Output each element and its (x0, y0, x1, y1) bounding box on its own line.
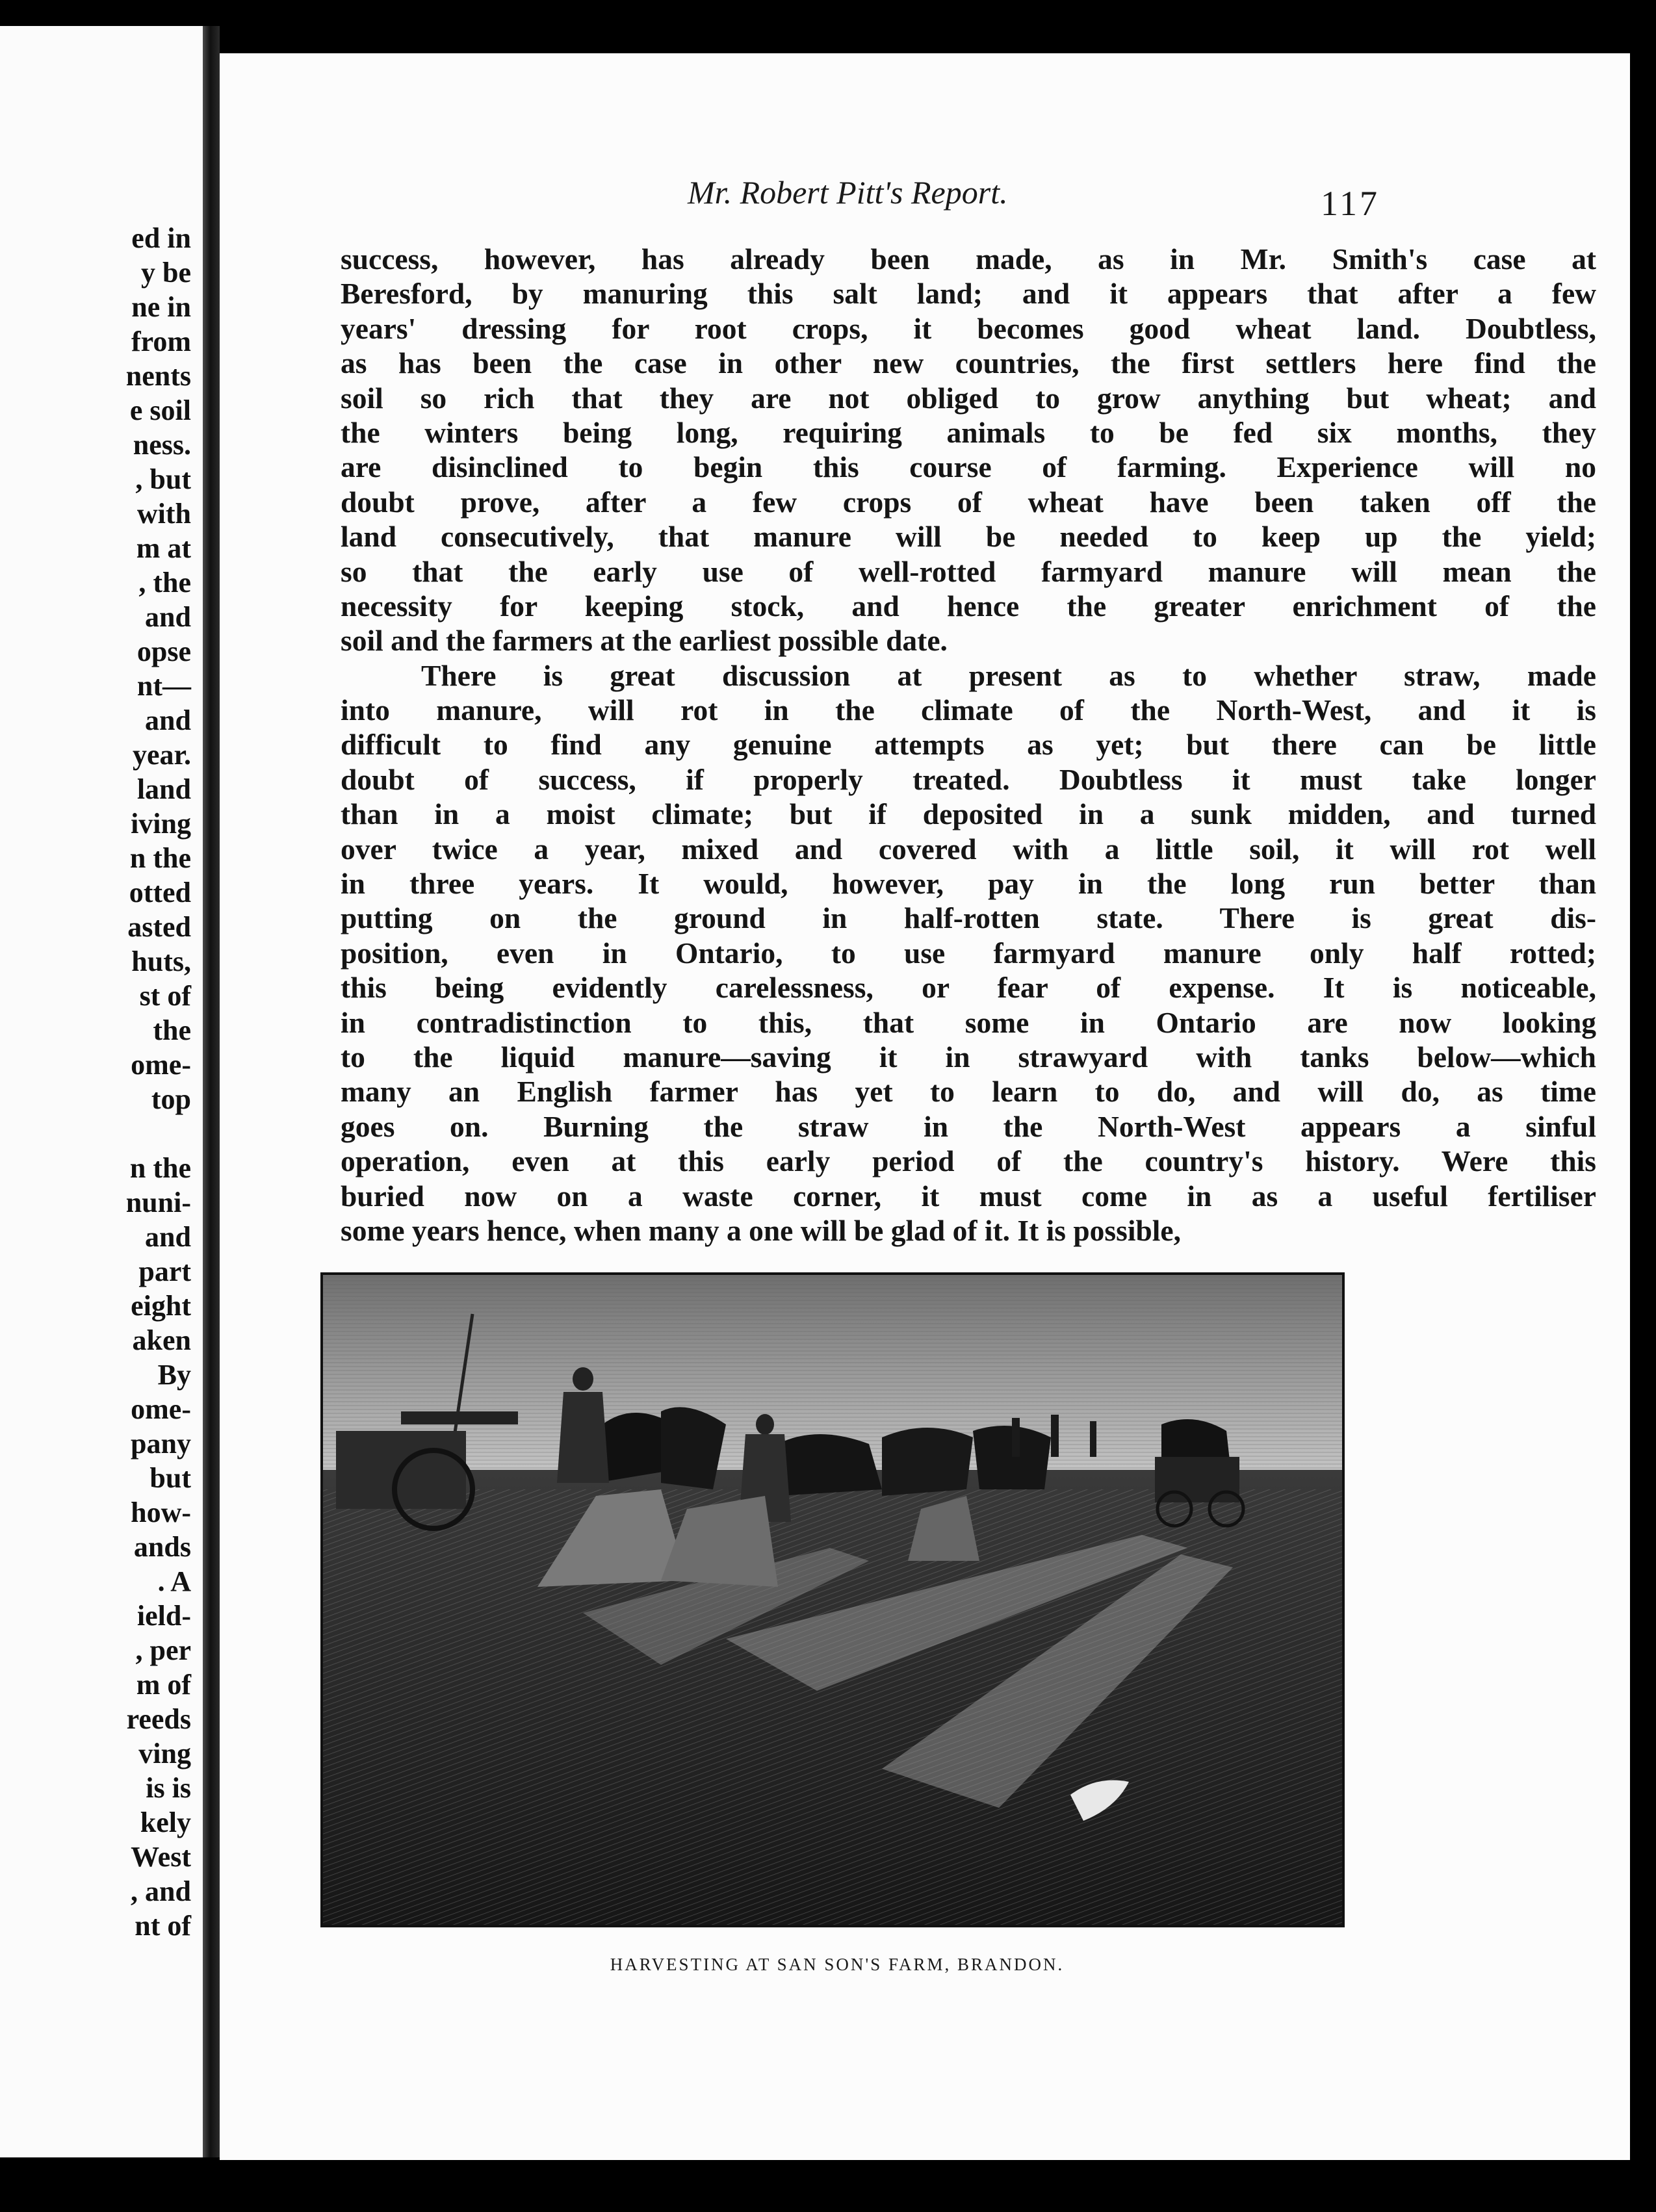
facing-page-line: , but (135, 463, 191, 495)
facing-page-line: but (149, 1462, 191, 1494)
facing-page-line: huts, (131, 945, 191, 977)
facing-page-line: m of (136, 1669, 191, 1701)
facing-page-line: reeds (126, 1703, 191, 1735)
facing-page-line: part (138, 1255, 191, 1287)
facing-page-line: ome- (131, 1393, 191, 1425)
text-line: necessity for keeping stock, and hence the greater enrichment of the (341, 589, 1596, 623)
text-line: this being evidently carelessness, or fear of expense. It is noticeable, (341, 971, 1596, 1005)
text-line: soil and the farmers at the earliest possible date. (341, 624, 948, 658)
text-line: are disinclined to begin this course of farming. Experience will no (341, 450, 1596, 484)
facing-page-line: ne in (131, 291, 191, 323)
facing-page-line: West (131, 1841, 191, 1873)
book-gutter (203, 26, 220, 2157)
text-line: so that the early use of well-rotted farmyard manure will mean the (341, 554, 1596, 588)
facing-page-line: By (157, 1359, 191, 1391)
facing-page-line: opse (136, 636, 191, 667)
text-line: buried now on a waste corner, it must come in as a useful fertiliser (341, 1179, 1596, 1213)
facing-page-fragment (0, 26, 203, 2157)
book-page (220, 53, 1630, 2160)
facing-page-text (0, 221, 191, 1943)
facing-page-line: ands (133, 1531, 191, 1563)
facing-page-line: pany (131, 1428, 191, 1460)
facing-page-line: , per (135, 1634, 191, 1666)
facing-page-line: asted (127, 911, 191, 943)
page-number: 117 (1321, 184, 1380, 223)
facing-page-line: . A (157, 1565, 191, 1597)
facing-page-line: ield- (136, 1600, 191, 1632)
facing-page-line: and (145, 601, 191, 633)
facing-page-line: with (136, 498, 191, 530)
facing-page-line: st of (139, 980, 191, 1012)
facing-page-line: is is (146, 1772, 191, 1804)
facing-page-line: the (153, 1014, 191, 1046)
facing-page-line: ome- (131, 1049, 191, 1081)
text-line: soil so rich that they are not obliged to grow anything but wheat; and (341, 381, 1596, 415)
running-title: Mr. Robert Pitt's Report. (688, 174, 1008, 211)
facing-page-line: e soil (129, 394, 191, 426)
facing-page-line: otted (129, 877, 191, 908)
text-line: doubt prove, after a few crops of wheat have been taken off the (341, 485, 1596, 519)
facing-page-line: ed in (131, 222, 191, 254)
text-line: doubt of success, if properly treated. Doubtless it must take longer (341, 762, 1596, 796)
text-line: the winters being long, requiring animals to be fed six months, they (341, 415, 1596, 449)
facing-page-line: year. (132, 739, 191, 771)
facing-page-line: kely (140, 1807, 191, 1838)
text-line: Beresford, by manuring this salt land; and it appears that after a few (341, 277, 1596, 311)
facing-page-line: iving (131, 808, 191, 840)
harvest-scene-image (323, 1275, 1342, 1925)
text-line: position, even in Ontario, to use farmyard manure only half rotted; (341, 936, 1596, 970)
facing-page-line: y be (141, 257, 191, 289)
text-line: in contradistinction to this, that some in Ontario are now looking (341, 1005, 1596, 1039)
facing-page-line: nuni- (125, 1187, 191, 1218)
text-line: into manure, will rot in the climate of the North-West, and it is (341, 693, 1596, 727)
text-line: some years hence, when many a one will be glad of it. It is possible, (341, 1213, 1181, 1247)
facing-page-line: , the (138, 567, 191, 598)
text-line: years' dressing for root crops, it becomes good wheat land. Doubtless, (341, 311, 1596, 345)
facing-page-line: aken (132, 1324, 191, 1356)
facing-page-line: top (151, 1083, 191, 1115)
facing-page-line: and (145, 1221, 191, 1253)
facing-page-line: n the (129, 842, 191, 874)
facing-page-line: n the (129, 1152, 191, 1184)
facing-page-line: nents (125, 360, 191, 392)
text-line: many an English farmer has yet to learn to do, and will do, as time (341, 1075, 1596, 1109)
body-text (341, 242, 1596, 1248)
facing-page-line: , and (131, 1875, 191, 1907)
harvest-engraving (320, 1272, 1345, 1927)
facing-page-line: nt of (135, 1910, 191, 1942)
text-line: goes on. Burning the straw in the North-West appears a sinful (341, 1109, 1596, 1143)
text-line: difficult to find any genuine attempts as yet; but there can be little (341, 728, 1596, 762)
facing-page-line: land (136, 773, 191, 805)
text-line: putting on the ground in half-rotten state. There is great dis- (341, 901, 1596, 935)
text-line: over twice a year, mixed and covered with a little soil, it will rot well (341, 832, 1596, 866)
text-line: There is great discussion at present as to whether straw, made (421, 658, 1596, 692)
text-line: to the liquid manure—saving it in strawyard with tanks below—which (341, 1040, 1596, 1074)
text-line: in three years. It would, however, pay in the long run better than (341, 867, 1596, 901)
facing-page-line: ness. (133, 429, 191, 461)
facing-page-line: and (145, 704, 191, 736)
text-line: success, however, has already been made, as in Mr. Smith's case at (341, 242, 1596, 276)
facing-page-line (0, 1116, 191, 1151)
text-line: land consecutively, that manure will be needed to keep up the yield; (341, 520, 1596, 554)
figure-caption: HARVESTING AT SAN SON'S FARM, BRANDON. (610, 1955, 1065, 1974)
facing-page-line: how- (131, 1497, 191, 1528)
facing-page-line: ving (138, 1738, 191, 1769)
text-line: as has been the case in other new countries, the first settlers here find the (341, 346, 1596, 380)
facing-page-line: eight (131, 1290, 191, 1322)
facing-page-line: m at (136, 532, 191, 564)
text-line: operation, even at this early period of the country's history. Were this (341, 1144, 1596, 1178)
text-line: than in a moist climate; but if deposited in a sunk midden, and turned (341, 797, 1596, 831)
facing-page-line: nt— (136, 670, 191, 702)
facing-page-line: from (131, 326, 191, 357)
